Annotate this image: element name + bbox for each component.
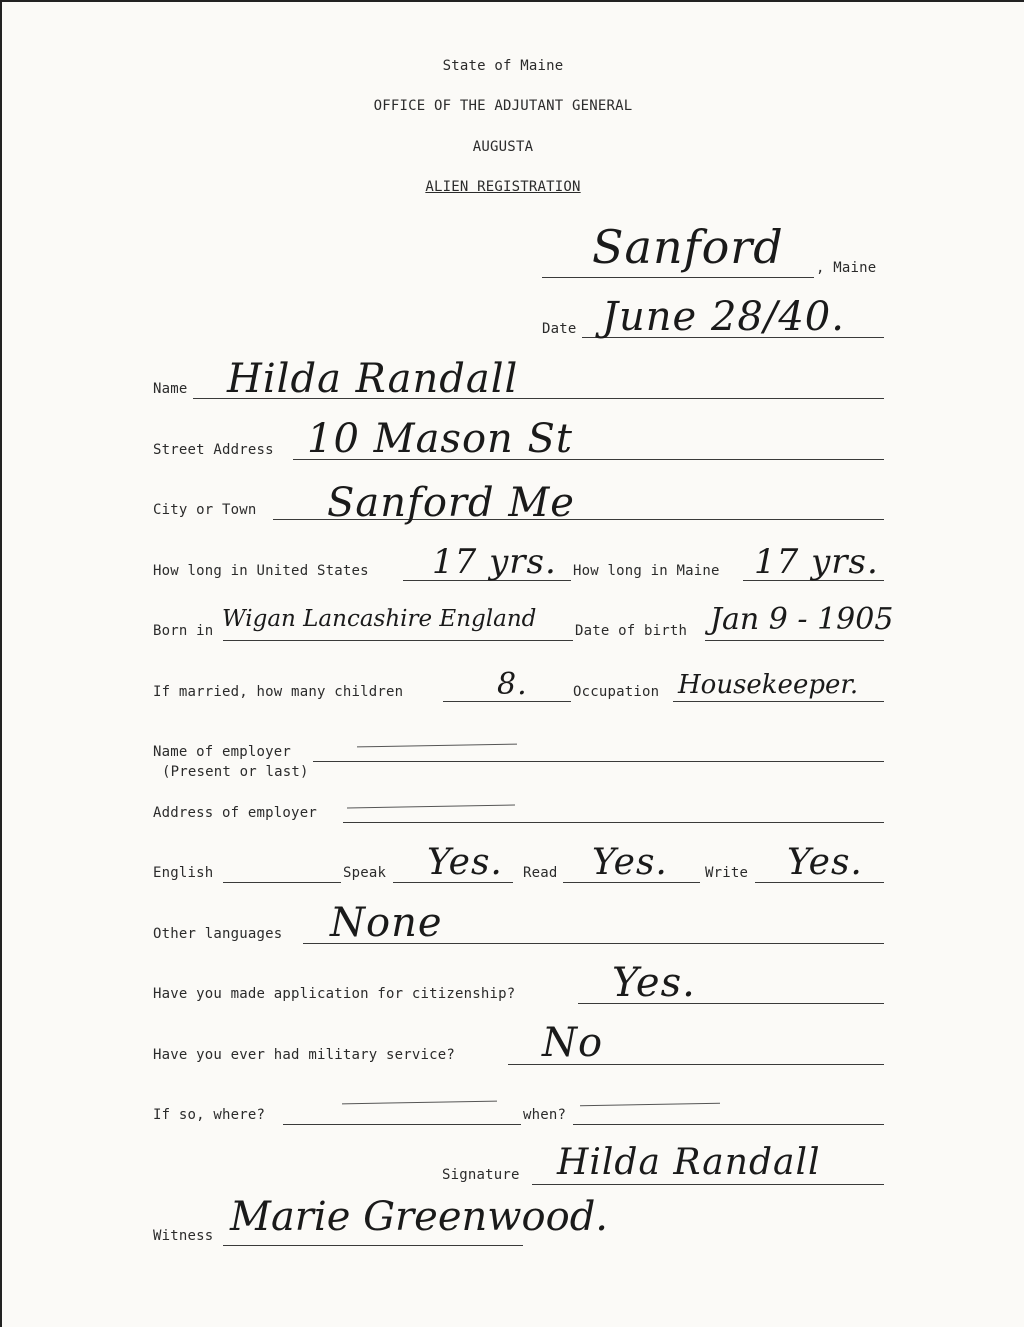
children-label: If married, how many children [153,684,404,700]
signature-line [532,1184,884,1185]
when-line [573,1124,884,1125]
children-value: 8. [497,667,528,702]
dob-label: Date of birth [575,623,688,639]
town-value: Sanford [592,220,784,274]
employer-name-dash [357,744,517,748]
other-languages-value: None [330,900,443,946]
born-in-value: Wigan Lancashire England [222,606,537,632]
name-label: Name [153,381,188,397]
header-office: OFFICE OF THE ADJUTANT GENERAL [373,98,633,114]
employer-name-label: Name of employer [153,744,292,760]
witness-label: Witness [153,1228,214,1244]
other-languages-label: Other languages [153,926,283,942]
witness-line [223,1245,523,1246]
name-value: Hilda Randall [227,356,519,402]
form-title: ALIEN REGISTRATION [425,179,581,195]
how-long-us-label: How long in United States [153,563,369,579]
employer-name-line [313,761,884,762]
dob-line [705,640,884,641]
write-value: Yes. [787,842,863,883]
english-label: English [153,865,214,881]
header-state: State of Maine [442,58,564,74]
speak-label: Speak [343,865,387,881]
employer-note: (Present or last) [162,764,309,780]
where-label: If so, where? [153,1107,266,1123]
occupation-value: Housekeeper. [678,670,859,700]
witness-value: Marie Greenwood. [230,1194,609,1240]
read-value: Yes. [592,842,668,883]
employer-address-line [343,822,884,823]
city-label: City or Town [153,502,257,518]
citizenship-value: Yes. [612,960,696,1006]
date-label: Date [542,321,577,337]
english-line [223,882,341,883]
maine-label: , Maine [816,260,877,276]
military-label: Have you ever had military service? [153,1047,456,1063]
where-line [283,1124,521,1125]
signature-label: Signature [442,1167,520,1183]
born-in-line [223,640,573,641]
city-value: Sanford Me [327,480,575,526]
occupation-label: Occupation [573,684,660,700]
date-value: June 28/40. [602,294,845,340]
employer-address-dash [347,805,515,809]
how-long-us-value: 17 yrs. [432,542,557,582]
signature-value: Hilda Randall [557,1142,821,1183]
born-in-label: Born in [153,623,214,639]
street-value: 10 Mason St [307,416,573,462]
when-dash [580,1103,720,1106]
how-long-maine-label: How long in Maine [573,563,720,579]
where-dash [342,1101,497,1105]
when-label: when? [523,1107,567,1123]
employer-address-label: Address of employer [153,805,317,821]
citizenship-label: Have you made application for citizenship? [153,986,516,1002]
header-city: AUGUSTA [472,139,534,155]
read-label: Read [523,865,558,881]
write-label: Write [705,865,749,881]
occupation-line [673,701,884,702]
dob-value: Jan 9 - 1905 [710,602,894,637]
military-value: No [542,1020,604,1066]
town-line [542,277,814,278]
street-label: Street Address [153,442,274,458]
speak-value: Yes. [427,842,503,883]
how-long-maine-value: 17 yrs. [754,542,879,582]
